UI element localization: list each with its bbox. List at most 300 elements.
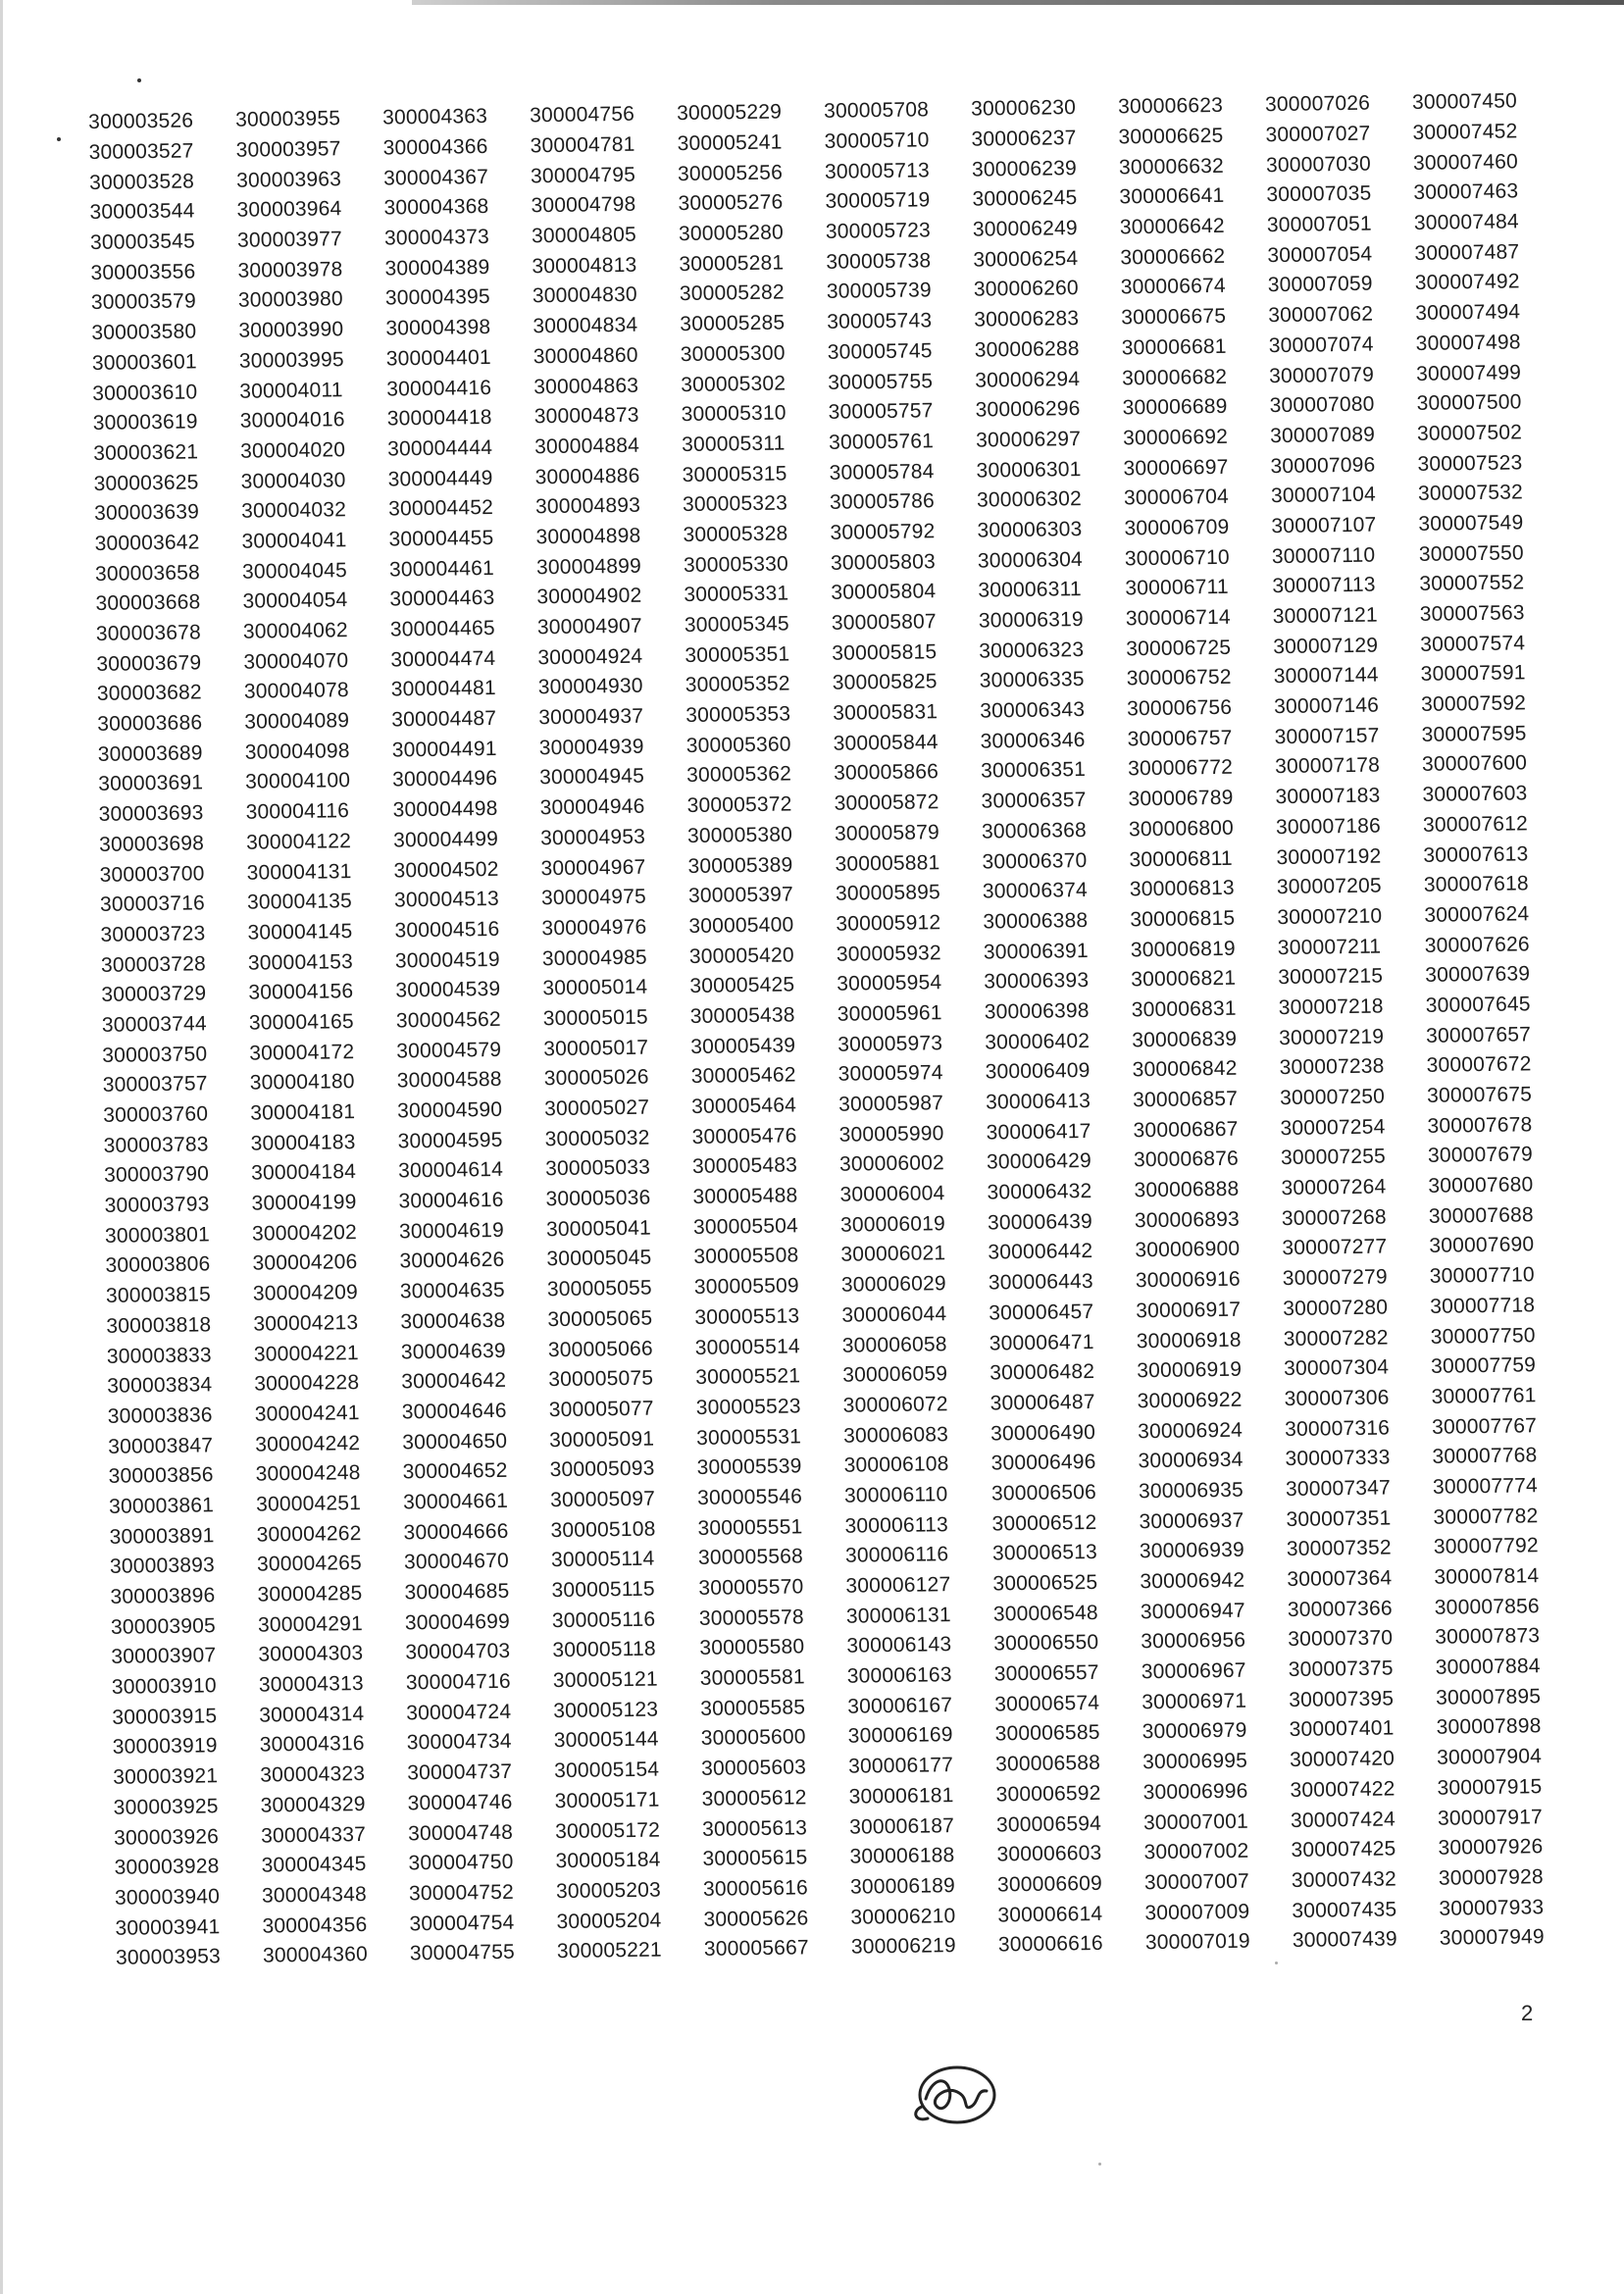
number-cell: 300004303 xyxy=(258,1642,364,1667)
number-cell: 300003957 xyxy=(235,137,341,162)
number-cell: 300004363 xyxy=(382,105,488,129)
number-cell: 300005514 xyxy=(694,1334,800,1359)
number-cell: 300005476 xyxy=(691,1124,797,1148)
number-cell: 300004089 xyxy=(244,709,350,734)
scan-border-top xyxy=(412,0,1624,5)
number-cell: 300005710 xyxy=(824,128,930,153)
number-cell: 300003579 xyxy=(90,289,197,315)
number-cell: 300005323 xyxy=(682,491,788,517)
number-cell: 300005065 xyxy=(547,1306,653,1332)
number-cell: 300005807 xyxy=(831,610,937,635)
number-cell: 300005121 xyxy=(552,1667,658,1693)
number-cell: 300007639 xyxy=(1425,962,1531,988)
number-cell: 300004924 xyxy=(537,644,643,669)
number-cell: 300005521 xyxy=(695,1364,801,1390)
number-cell: 300004513 xyxy=(393,888,500,912)
number-cell: 300003698 xyxy=(98,832,205,856)
number-cell: 300006513 xyxy=(991,1541,1098,1565)
number-cell: 300004016 xyxy=(239,408,345,433)
number-cell: 300007035 xyxy=(1266,182,1372,207)
number-cell: 300007767 xyxy=(1431,1413,1538,1439)
number-cell: 300005033 xyxy=(544,1156,651,1181)
table-body xyxy=(88,86,1587,1974)
number-cell: 300006939 xyxy=(1139,1539,1245,1563)
number-cell: 300005784 xyxy=(829,459,935,484)
number-cell: 300006506 xyxy=(990,1480,1097,1505)
number-cell: 300004754 xyxy=(409,1911,515,1935)
number-cell: 300004291 xyxy=(257,1611,364,1637)
number-cell: 300004863 xyxy=(533,374,639,398)
number-cell: 300004588 xyxy=(396,1068,502,1093)
number-cell: 300007884 xyxy=(1435,1655,1541,1679)
number-cell: 300007178 xyxy=(1274,754,1381,779)
number-cell: 300007618 xyxy=(1423,872,1529,897)
number-cell: 300007624 xyxy=(1424,902,1530,927)
number-cell: 300004703 xyxy=(405,1640,511,1664)
number-cell: 300005171 xyxy=(554,1788,660,1812)
number-cell: 300004481 xyxy=(390,677,496,701)
number-cell: 300005420 xyxy=(688,943,794,968)
number-cell: 300003926 xyxy=(113,1824,220,1850)
stray-mark xyxy=(57,137,61,141)
number-cell: 300006127 xyxy=(845,1573,951,1598)
number-cell: 300004131 xyxy=(246,859,352,885)
number-cell: 300005362 xyxy=(685,762,792,788)
number-cell: 300007613 xyxy=(1423,841,1529,867)
number-cell: 300004313 xyxy=(258,1672,364,1697)
scan-border-left xyxy=(0,0,3,2294)
number-cell: 300004030 xyxy=(240,468,346,493)
number-cell: 300006296 xyxy=(975,397,1081,422)
number-cell: 300004884 xyxy=(534,433,640,459)
number-cell: 300005014 xyxy=(542,975,648,1000)
number-cell: 300006442 xyxy=(988,1240,1093,1264)
registration-number-table xyxy=(88,86,1587,1974)
number-cell: 300007157 xyxy=(1274,724,1380,748)
number-cell: 300007121 xyxy=(1272,603,1378,629)
number-cell: 300005345 xyxy=(684,612,789,637)
number-cell: 300005310 xyxy=(681,401,787,427)
number-cell: 300006021 xyxy=(840,1242,946,1267)
number-cell: 300005483 xyxy=(691,1153,798,1179)
number-cell: 300006574 xyxy=(994,1691,1100,1716)
number-cell: 300006588 xyxy=(994,1752,1101,1776)
number-cell: 300005508 xyxy=(693,1244,799,1269)
number-cell: 300004886 xyxy=(534,464,640,488)
number-cell: 300003893 xyxy=(109,1554,216,1579)
number-cell: 300005097 xyxy=(549,1487,656,1512)
number-cell: 300006839 xyxy=(1132,1027,1238,1051)
number-cell: 300004975 xyxy=(540,885,647,910)
number-cell: 300003836 xyxy=(107,1403,213,1428)
number-cell: 300007450 xyxy=(1411,89,1518,115)
number-cell: 300004699 xyxy=(404,1609,511,1635)
number-cell: 300003621 xyxy=(93,440,199,465)
number-cell: 300005123 xyxy=(553,1698,659,1722)
number-cell: 300006917 xyxy=(1136,1298,1242,1323)
number-cell: 300003896 xyxy=(110,1584,216,1608)
number-cell: 300005761 xyxy=(828,430,935,454)
number-cell: 300005708 xyxy=(823,98,930,124)
number-cell: 300006752 xyxy=(1126,666,1232,690)
number-cell: 300004813 xyxy=(532,253,637,279)
number-cell: 300006709 xyxy=(1124,515,1230,540)
number-cell: 300006888 xyxy=(1134,1177,1240,1202)
number-cell: 300006189 xyxy=(849,1873,956,1899)
number-cell: 300005015 xyxy=(542,1005,648,1031)
number-cell: 300006995 xyxy=(1142,1749,1248,1774)
number-cell: 300005315 xyxy=(682,462,787,486)
number-cell: 300006922 xyxy=(1137,1388,1243,1413)
number-cell: 300007690 xyxy=(1429,1233,1535,1258)
number-cell: 300003907 xyxy=(111,1644,217,1669)
number-cell: 300006301 xyxy=(976,457,1082,483)
number-cell: 300005282 xyxy=(679,280,785,306)
number-cell: 300006169 xyxy=(847,1723,953,1749)
number-cell: 300003806 xyxy=(105,1252,211,1278)
number-cell: 300004750 xyxy=(408,1850,514,1875)
number-cell: 300007019 xyxy=(1144,1929,1250,1955)
number-cell: 300003728 xyxy=(100,951,207,977)
number-cell: 300007007 xyxy=(1143,1869,1250,1895)
number-cell: 300004937 xyxy=(538,704,644,730)
number-cell: 300006311 xyxy=(978,578,1082,602)
number-cell: 300007612 xyxy=(1422,812,1529,837)
number-cell: 300004746 xyxy=(407,1790,513,1815)
number-cell: 300005578 xyxy=(698,1606,804,1630)
number-cell: 300007600 xyxy=(1421,751,1528,777)
number-cell: 300004639 xyxy=(400,1339,506,1363)
number-cell: 300007001 xyxy=(1142,1810,1249,1834)
number-cell: 300003955 xyxy=(235,107,341,132)
number-cell: 300004661 xyxy=(402,1489,509,1514)
number-cell: 300004642 xyxy=(401,1369,507,1394)
number-cell: 300005831 xyxy=(833,700,939,725)
number-cell: 300006346 xyxy=(980,728,1086,753)
number-cell: 300005241 xyxy=(677,130,783,156)
number-cell: 300004976 xyxy=(541,915,647,941)
number-cell: 300004368 xyxy=(383,195,489,220)
number-cell: 300006704 xyxy=(1123,485,1230,510)
number-cell: 300007144 xyxy=(1273,663,1379,688)
number-cell: 300005568 xyxy=(697,1545,804,1570)
number-cell: 300005539 xyxy=(696,1454,802,1480)
number-cell: 300005017 xyxy=(543,1036,649,1060)
number-cell: 300007351 xyxy=(1286,1506,1392,1531)
number-cell: 300004465 xyxy=(389,616,496,641)
number-cell: 300004930 xyxy=(537,675,643,699)
number-cell: 300006632 xyxy=(1118,154,1225,179)
number-cell: 300005115 xyxy=(551,1577,655,1603)
number-cell: 300004616 xyxy=(398,1188,504,1213)
number-cell: 300007500 xyxy=(1416,390,1522,416)
number-cell: 300006388 xyxy=(983,908,1089,934)
number-cell: 300005116 xyxy=(551,1607,656,1632)
number-cell: 300007915 xyxy=(1437,1775,1543,1800)
number-cell: 300006942 xyxy=(1140,1568,1245,1594)
number-cell: 300007856 xyxy=(1434,1594,1540,1619)
number-cell: 300004145 xyxy=(247,920,353,944)
number-cell: 300004734 xyxy=(406,1730,512,1755)
number-cell: 300004519 xyxy=(394,947,501,973)
number-cell: 300004685 xyxy=(404,1579,510,1605)
number-cell: 300006916 xyxy=(1135,1267,1241,1293)
number-cell: 300007280 xyxy=(1283,1296,1389,1320)
number-cell: 300004116 xyxy=(245,799,350,824)
number-cell: 300004670 xyxy=(403,1550,510,1574)
number-cell: 300005075 xyxy=(548,1366,654,1392)
number-cell: 300004265 xyxy=(256,1552,363,1576)
number-cell: 300007552 xyxy=(1419,571,1525,596)
number-cell: 300007304 xyxy=(1284,1355,1390,1381)
number-cell: 300005825 xyxy=(832,670,938,695)
number-cell: 300006971 xyxy=(1142,1689,1247,1714)
number-cell: 300004873 xyxy=(533,403,639,429)
number-cell: 300004907 xyxy=(536,614,642,639)
number-cell: 300005108 xyxy=(550,1517,656,1542)
number-cell: 300005866 xyxy=(833,760,939,786)
number-cell: 300007074 xyxy=(1268,332,1374,358)
number-cell: 300003760 xyxy=(103,1102,209,1127)
number-cell: 300005954 xyxy=(837,971,942,996)
number-cell: 300006937 xyxy=(1139,1508,1244,1533)
number-cell: 300007364 xyxy=(1287,1566,1393,1592)
number-cell: 300006772 xyxy=(1127,756,1234,781)
number-cell: 300005380 xyxy=(686,823,793,847)
number-cell: 300005397 xyxy=(687,883,794,908)
number-cell: 300007183 xyxy=(1275,784,1381,809)
number-cell: 300005667 xyxy=(703,1936,810,1962)
number-cell: 300006210 xyxy=(850,1904,956,1929)
number-cell: 300004206 xyxy=(252,1250,358,1276)
number-cell: 300003953 xyxy=(115,1945,222,1970)
number-cell: 300005425 xyxy=(689,973,795,998)
number-cell: 300007672 xyxy=(1426,1052,1532,1078)
number-cell: 300004899 xyxy=(535,554,642,579)
number-cell: 300007113 xyxy=(1272,573,1376,598)
number-cell: 300007395 xyxy=(1289,1687,1395,1711)
number-cell: 300003928 xyxy=(114,1855,220,1880)
number-cell: 300006557 xyxy=(993,1660,1099,1686)
number-cell: 300003757 xyxy=(102,1072,208,1097)
number-cell: 300005172 xyxy=(554,1818,661,1843)
number-cell: 300005932 xyxy=(836,941,941,966)
number-cell: 300007026 xyxy=(1264,91,1371,117)
number-cell: 300003925 xyxy=(113,1795,219,1819)
number-cell: 300003700 xyxy=(99,861,205,887)
number-cell: 300007110 xyxy=(1271,543,1376,568)
number-cell: 300006002 xyxy=(838,1151,945,1177)
number-cell: 300005743 xyxy=(827,309,933,334)
number-cell: 300004418 xyxy=(386,406,492,431)
signature-icon xyxy=(902,2050,1010,2138)
number-cell: 300005600 xyxy=(700,1725,806,1751)
number-cell: 300006004 xyxy=(839,1182,945,1206)
number-cell: 300006512 xyxy=(991,1510,1097,1536)
speck xyxy=(1275,1962,1278,1964)
number-cell: 300004716 xyxy=(405,1669,511,1695)
number-cell: 300004070 xyxy=(243,648,349,674)
number-cell: 300005026 xyxy=(543,1065,649,1091)
number-cell: 300003861 xyxy=(108,1494,215,1518)
number-cell: 300005580 xyxy=(699,1635,805,1660)
number-cell: 300003668 xyxy=(95,590,201,616)
number-cell: 300003601 xyxy=(91,350,197,375)
number-cell: 300003995 xyxy=(238,348,344,373)
number-cell: 300005570 xyxy=(698,1575,804,1600)
number-cell: 300004985 xyxy=(541,945,647,970)
number-cell: 300007211 xyxy=(1277,935,1382,959)
number-cell: 300004329 xyxy=(260,1792,366,1817)
number-cell: 300003818 xyxy=(106,1313,212,1338)
number-cell: 300003716 xyxy=(99,892,206,917)
number-cell: 300003963 xyxy=(235,167,342,192)
number-cell: 300007792 xyxy=(1433,1534,1540,1559)
number-cell: 300006714 xyxy=(1125,605,1231,631)
number-cell: 300003815 xyxy=(105,1283,212,1308)
number-cell: 300006239 xyxy=(971,156,1078,181)
number-cell: 300004184 xyxy=(250,1160,357,1186)
number-cell: 300007645 xyxy=(1425,993,1531,1017)
number-cell: 300006641 xyxy=(1119,184,1225,209)
number-cell: 300006821 xyxy=(1131,967,1237,992)
number-cell: 300006283 xyxy=(974,307,1080,331)
number-cell: 300005280 xyxy=(678,221,785,246)
number-cell: 300003801 xyxy=(104,1223,211,1248)
number-cell: 300006439 xyxy=(987,1209,1093,1235)
number-cell: 300007264 xyxy=(1281,1175,1387,1200)
number-cell: 300004011 xyxy=(239,378,343,403)
number-cell: 300005990 xyxy=(838,1121,944,1147)
number-cell: 300005036 xyxy=(545,1186,651,1211)
number-cell: 300007219 xyxy=(1279,1025,1385,1049)
number-cell: 300007080 xyxy=(1269,392,1375,418)
number-cell: 300004830 xyxy=(532,283,637,308)
number-cell: 300006692 xyxy=(1122,425,1229,450)
number-cell: 300005551 xyxy=(697,1515,803,1540)
number-cell: 300006254 xyxy=(973,246,1079,272)
number-cell: 300004595 xyxy=(397,1128,503,1153)
number-cell: 300007129 xyxy=(1273,634,1379,658)
number-cell: 300003556 xyxy=(90,260,196,284)
number-cell: 300005184 xyxy=(555,1848,661,1873)
number-cell: 300004748 xyxy=(407,1820,514,1845)
number-cell: 300004502 xyxy=(393,857,499,882)
number-cell: 300004366 xyxy=(382,134,488,160)
number-cell: 300006831 xyxy=(1131,996,1237,1022)
number-cell: 300005032 xyxy=(544,1126,650,1150)
number-cell: 300003619 xyxy=(92,410,198,435)
number-cell: 300006585 xyxy=(994,1721,1100,1746)
number-cell: 300006674 xyxy=(1120,275,1226,299)
number-cell: 300005091 xyxy=(549,1427,655,1452)
number-cell: 300006083 xyxy=(842,1422,949,1448)
number-cell: 300004221 xyxy=(253,1341,359,1366)
number-cell: 300004652 xyxy=(402,1459,508,1484)
number-cell: 300006697 xyxy=(1123,455,1229,480)
number-cell: 300005055 xyxy=(546,1276,653,1301)
number-cell: 300005803 xyxy=(830,549,937,575)
number-cell: 300006623 xyxy=(1117,94,1224,119)
number-cell: 300004463 xyxy=(389,586,495,611)
number-cell: 300004638 xyxy=(400,1308,506,1334)
number-cell: 300004646 xyxy=(401,1399,507,1424)
number-cell: 300007277 xyxy=(1282,1235,1388,1260)
number-cell: 300007002 xyxy=(1143,1839,1249,1864)
number-cell: 300007523 xyxy=(1417,450,1523,476)
number-cell: 300006711 xyxy=(1125,576,1229,600)
number-cell: 300007550 xyxy=(1418,540,1524,566)
number-cell: 300004165 xyxy=(248,1010,354,1035)
number-cell: 300006304 xyxy=(977,547,1084,573)
number-cell: 300004562 xyxy=(395,1007,501,1033)
number-cell: 300006919 xyxy=(1137,1357,1243,1383)
number-cell: 300006177 xyxy=(848,1754,954,1778)
number-cell: 300007675 xyxy=(1426,1083,1533,1107)
number-cell: 300006947 xyxy=(1140,1599,1245,1623)
number-cell: 300004032 xyxy=(240,498,347,524)
number-cell: 300003642 xyxy=(94,531,200,555)
number-cell: 300005713 xyxy=(824,158,931,183)
number-cell: 300003977 xyxy=(236,228,343,252)
number-cell: 300005372 xyxy=(686,792,792,818)
number-cell: 300004251 xyxy=(255,1492,362,1516)
number-cell: 300006429 xyxy=(986,1149,1092,1174)
number-cell: 300007215 xyxy=(1278,964,1384,990)
number-cell: 300007306 xyxy=(1284,1386,1390,1410)
number-cell: 300007574 xyxy=(1420,632,1526,656)
number-cell: 300004416 xyxy=(386,376,492,401)
number-cell: 300007502 xyxy=(1416,421,1523,445)
number-cell: 300007370 xyxy=(1288,1626,1394,1652)
number-cell: 300004666 xyxy=(403,1519,509,1545)
number-cell: 300004781 xyxy=(530,132,635,158)
number-cell: 300004755 xyxy=(409,1941,516,1965)
number-cell: 300005300 xyxy=(680,341,786,366)
number-cell: 300005844 xyxy=(833,730,939,755)
number-cell: 300004367 xyxy=(382,165,489,190)
number-cell: 300007205 xyxy=(1276,874,1383,899)
number-cell: 300005330 xyxy=(683,552,789,577)
number-cell: 300005027 xyxy=(544,1096,650,1121)
number-cell: 300006181 xyxy=(848,1783,954,1809)
number-cell: 300004122 xyxy=(245,829,352,854)
number-cell: 300006675 xyxy=(1121,304,1227,330)
number-cell: 300005513 xyxy=(694,1304,800,1329)
number-cell: 300005276 xyxy=(678,190,784,216)
number-cell: 300004389 xyxy=(384,255,490,280)
number-cell: 300004062 xyxy=(242,619,349,643)
number-cell: 300006187 xyxy=(848,1813,955,1839)
number-cell: 300007460 xyxy=(1412,150,1519,175)
number-cell: 300005360 xyxy=(685,733,791,757)
number-cell: 300006756 xyxy=(1127,695,1233,721)
number-cell: 300005895 xyxy=(835,881,941,906)
number-cell: 300005281 xyxy=(679,251,785,276)
number-cell: 300006979 xyxy=(1142,1719,1247,1744)
number-cell: 300004590 xyxy=(397,1097,503,1123)
number-cell: 300006471 xyxy=(989,1330,1094,1355)
number-cell: 300004449 xyxy=(387,466,493,491)
number-cell: 300004795 xyxy=(530,163,636,188)
number-cell: 300004345 xyxy=(261,1853,367,1877)
speck xyxy=(1098,2163,1101,2166)
number-cell: 300005616 xyxy=(702,1876,809,1901)
number-cell: 300004183 xyxy=(250,1130,356,1155)
number-cell: 300004041 xyxy=(241,529,347,553)
number-cell: 300003750 xyxy=(102,1042,208,1067)
number-cell: 300004491 xyxy=(391,737,497,762)
